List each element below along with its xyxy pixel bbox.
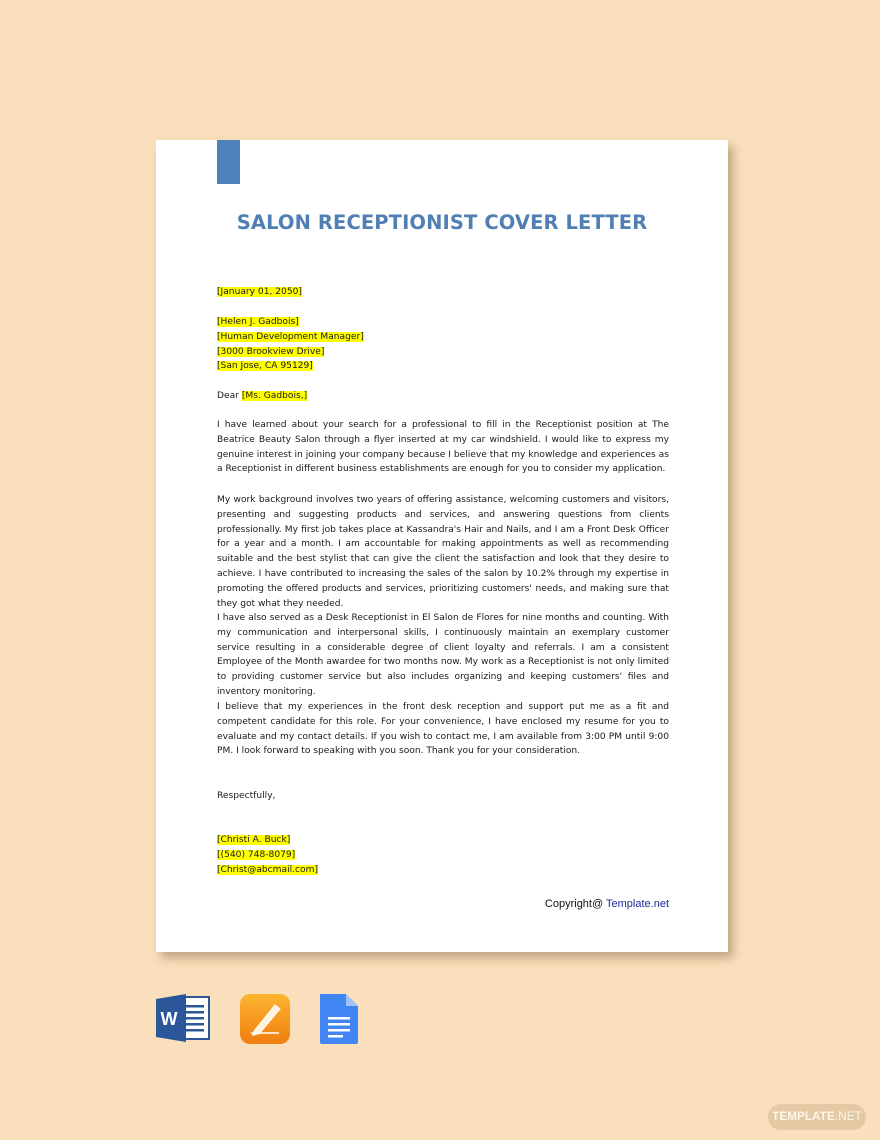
salutation — [217, 389, 669, 404]
google-docs-icon[interactable] — [318, 993, 360, 1050]
sender-name: [Christi A. Buck] — [217, 835, 291, 845]
salutation-prefix: Dear — [217, 391, 242, 401]
recipient-street: [3000 Brookview Drive] — [217, 346, 325, 357]
sender-phone: [(540) 748-8079] — [217, 849, 296, 860]
date-block — [217, 285, 669, 300]
sender-block — [217, 833, 669, 877]
recipient-name: [Helen J. Gadbois] — [217, 317, 299, 327]
svg-text:W: W — [160, 1009, 178, 1029]
sender-email: [Christ@abcmail.com] — [217, 864, 319, 875]
date: [January 01, 2050] — [217, 287, 302, 297]
paragraph-2: My work background involves two years of offering assistance, welcoming customers and visitors, presenting and suggesting products and services, and answering questions from clients professionally. My first job takes place at Kassandra's Hair and Nails, and I am a Front Desk Officer for a year and a month. I am accountable for making appointments as well as recommending suitable and the best stylist that can give the client the satisfaction and look that they desire to achieve. I have contributed to increasing the sales of the salon by 10.2% through my expertise in promoting the offered products and services, prioritizing customers' needs, and making sure that they got what they needed. — [217, 495, 669, 609]
paragraph-4: I believe that my experiences in the front desk reception and support put me as a fit and competent candidate for this role. For your convenience, I have enclosed my resume for you to evaluate and my contact details. If you wish to contact me, I am available from 3:00 PM until 9:00 PM. I look forward to speaking with you soon. Thank you for your consideration. — [217, 702, 669, 757]
recipient-address — [217, 315, 669, 374]
microsoft-word-icon[interactable] — [156, 993, 210, 1048]
recipient-position: [Human Development Manager] — [217, 331, 364, 342]
salutation-name: [Ms. Gadbois,] — [241, 391, 308, 401]
document-page — [156, 140, 728, 952]
template-net-watermark: TEMPLATE.NET — [768, 1104, 866, 1130]
apple-pages-icon[interactable] — [239, 993, 291, 1050]
closing: Respectfully, — [217, 791, 276, 801]
copyright-link[interactable]: Template.net — [606, 898, 669, 910]
copyright-notice: Copyright@ Template.net — [544, 898, 669, 910]
paragraph-1: I have learned about your search for a professional to fill in the Receptionist position at The Beatrice Beauty Salon through a flyer inserted at my car windshield. I would like to express my genuine interest in joining your company because I believe that my knowledge and experiences as a Receptionist in different business establishments are enough for you to consider my application. — [217, 420, 669, 475]
accent-bar — [217, 140, 240, 184]
paragraph-3: I have also served as a Desk Receptionist in El Salon de Flores for nine months and counting. With my communication and interpersonal skills, I continuously maintain an exemplary customer service resulting in a considerable degree of client loyalty and referrals. I am a consistent Employee of the Month awardee for two months now. My work as a Receptionist is not only limited to providing customer service but also includes organizing and keeping customers' files and inventory monitoring. — [217, 613, 669, 697]
recipient-city: [San Jose, CA 95129] — [217, 361, 313, 372]
document-title: SALON RECEPTIONIST COVER LETTER — [236, 211, 648, 234]
